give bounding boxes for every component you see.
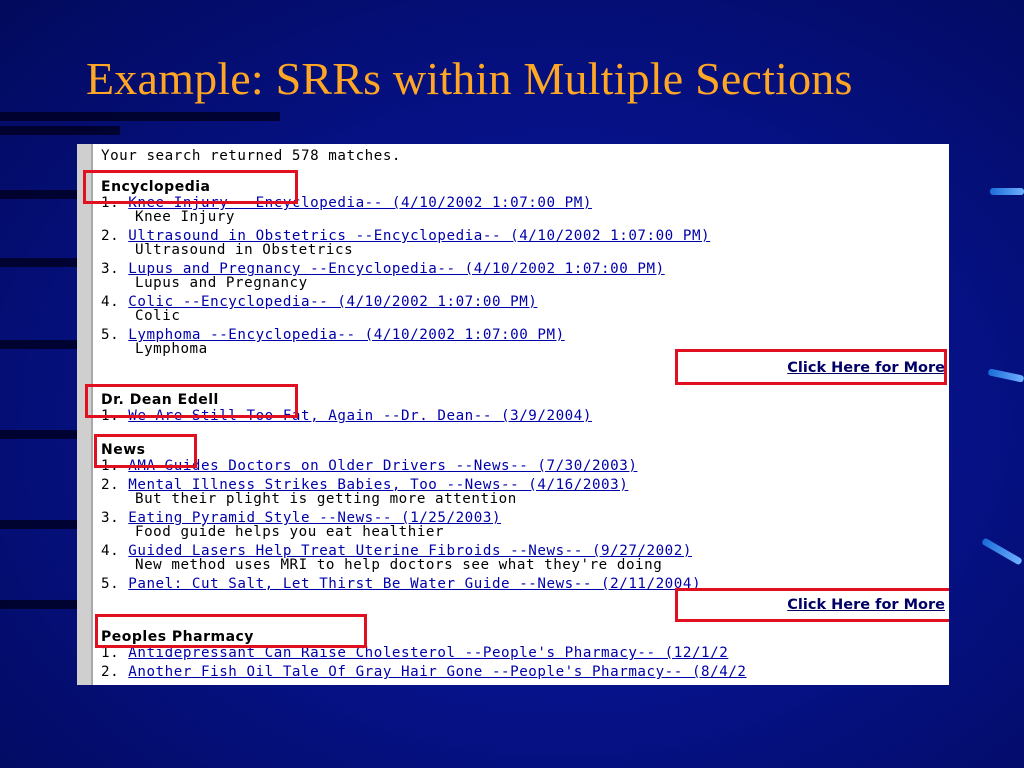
result-link[interactable]: We Are Still Too Fat, Again --Dr. Dean-- (3/9/2004) bbox=[128, 408, 592, 424]
result-description: Ultrasound in Obstetrics bbox=[135, 242, 354, 258]
result-number: 1. bbox=[101, 408, 120, 424]
result-link[interactable]: Mental Illness Strikes Babies, Too --News-- (4/16/2003) bbox=[128, 477, 629, 493]
results-summary: Your search returned 578 matches. bbox=[101, 148, 402, 164]
highlight-box-dr-dean-edell bbox=[85, 384, 298, 418]
highlight-box-news bbox=[94, 434, 197, 468]
background-stripe bbox=[0, 520, 78, 529]
result-link[interactable]: AMA Guides Doctors on Older Drivers --News-- (7/30/2003) bbox=[128, 458, 638, 474]
result-description: But their plight is getting more attention bbox=[135, 491, 517, 507]
result-number: 2. bbox=[101, 664, 120, 680]
highlight-box-encyclopedia bbox=[83, 170, 298, 204]
background-stripe bbox=[0, 258, 78, 267]
section-heading-news: News bbox=[101, 442, 146, 458]
background-stripe bbox=[0, 126, 120, 135]
result-number: 5. bbox=[101, 327, 120, 343]
result-item bbox=[101, 576, 701, 592]
background-stripe bbox=[0, 430, 78, 439]
more-link-encyclopedia[interactable]: Click Here for More bbox=[787, 360, 945, 376]
highlight-box-peoples-pharmacy bbox=[95, 614, 367, 648]
result-link[interactable]: Another Fish Oil Tale Of Gray Hair Gone --People's Pharmacy-- (8/4/2 bbox=[128, 664, 747, 680]
highlight-box-more-encyclopedia bbox=[675, 349, 947, 385]
section-heading-peoples-pharmacy: Peoples Pharmacy bbox=[101, 629, 254, 645]
background-stripe bbox=[0, 190, 78, 199]
result-number: 1. bbox=[101, 645, 120, 661]
result-number: 1. bbox=[101, 195, 120, 211]
result-link[interactable]: Guided Lasers Help Treat Uterine Fibroids --News-- (9/27/2002) bbox=[128, 543, 692, 559]
accent-dash bbox=[990, 188, 1024, 195]
slide-title: Example: SRRs within Multiple Sections bbox=[86, 53, 853, 104]
result-link[interactable]: Knee Injury --Encyclopedia-- (4/10/2002 1:07:00 PM) bbox=[128, 195, 592, 211]
result-link[interactable]: Lymphoma --Encyclopedia-- (4/10/2002 1:07:00 PM) bbox=[128, 327, 565, 343]
result-link[interactable]: Antidepressant Can Raise Cholesterol --People's Pharmacy-- (12/1/2 bbox=[128, 645, 729, 661]
result-number: 2. bbox=[101, 477, 120, 493]
result-number: 4. bbox=[101, 294, 120, 310]
background-stripe bbox=[0, 340, 78, 349]
background-stripe bbox=[0, 112, 280, 121]
section-heading-dr-dean-edell: Dr. Dean Edell bbox=[101, 392, 219, 408]
background-stripe bbox=[0, 600, 78, 609]
result-link[interactable]: Ultrasound in Obstetrics --Encyclopedia-- (4/10/2002 1:07:00 PM) bbox=[128, 228, 711, 244]
result-link[interactable]: Panel: Cut Salt, Let Thirst Be Water Guide --News-- (2/11/2004) bbox=[128, 576, 702, 592]
accent-dash bbox=[988, 368, 1024, 382]
result-description: Lymphoma bbox=[135, 341, 208, 357]
result-number: 3. bbox=[101, 510, 120, 526]
result-description: Colic bbox=[135, 308, 181, 324]
result-link[interactable]: Colic --Encyclopedia-- (4/10/2002 1:07:00 PM) bbox=[128, 294, 538, 310]
search-results-screenshot bbox=[77, 144, 949, 685]
result-number: 4. bbox=[101, 543, 120, 559]
highlight-box-more-news bbox=[675, 588, 949, 622]
more-link-news[interactable]: Click Here for More bbox=[787, 597, 945, 613]
result-description: Food guide helps you eat healthier bbox=[135, 524, 445, 540]
result-number: 3. bbox=[101, 261, 120, 277]
section-heading-encyclopedia: Encyclopedia bbox=[101, 179, 211, 195]
result-link[interactable]: Lupus and Pregnancy --Encyclopedia-- (4/10/2002 1:07:00 PM) bbox=[128, 261, 665, 277]
accent-dash bbox=[981, 537, 1023, 565]
result-number: 1. bbox=[101, 458, 120, 474]
result-description: Knee Injury bbox=[135, 209, 236, 225]
result-link[interactable]: Eating Pyramid Style --News-- (1/25/2003) bbox=[128, 510, 502, 526]
result-description: New method uses MRI to help doctors see what they're doing bbox=[135, 557, 663, 573]
result-number: 5. bbox=[101, 576, 120, 592]
result-number: 2. bbox=[101, 228, 120, 244]
result-item bbox=[101, 664, 747, 680]
result-description: Lupus and Pregnancy bbox=[135, 275, 308, 291]
